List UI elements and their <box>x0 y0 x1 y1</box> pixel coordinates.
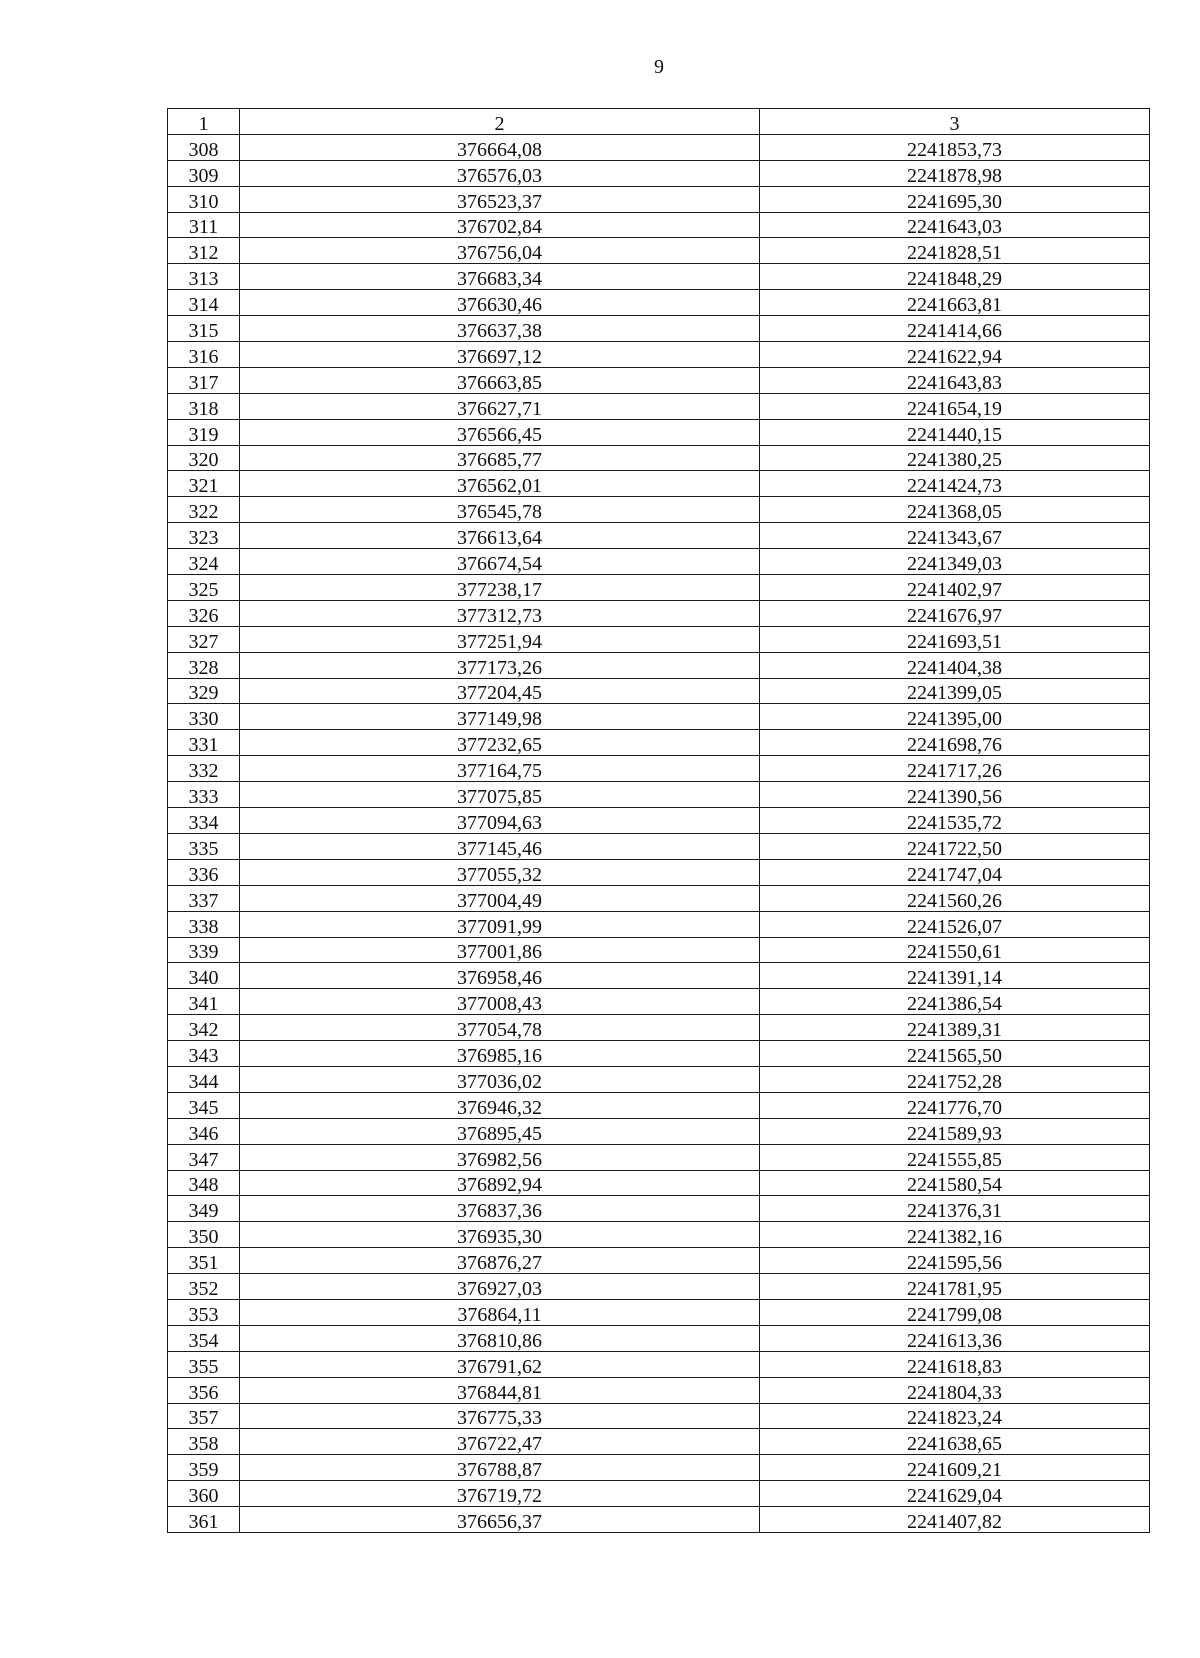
table-row <box>168 419 1150 445</box>
y-coordinate-cell: 2241663,81 <box>760 290 1150 316</box>
x-coordinate-cell: 376722,47 <box>240 1429 760 1455</box>
table-row <box>168 1144 1150 1170</box>
table-row <box>168 1274 1150 1300</box>
y-coordinate-cell: 2241555,85 <box>760 1144 1150 1170</box>
x-coordinate-cell: 377004,49 <box>240 885 760 911</box>
point-number-cell: 332 <box>168 756 240 782</box>
point-number-cell: 334 <box>168 808 240 834</box>
table-row <box>168 290 1150 316</box>
table-row <box>168 1299 1150 1325</box>
point-number-cell: 310 <box>168 186 240 212</box>
y-coordinate-cell: 2241878,98 <box>760 160 1150 186</box>
point-number-cell: 339 <box>168 937 240 963</box>
table-row <box>168 497 1150 523</box>
column-header-2: 2 <box>240 109 760 135</box>
y-coordinate-cell: 2241386,54 <box>760 989 1150 1015</box>
x-coordinate-cell: 376627,71 <box>240 393 760 419</box>
point-number-cell: 333 <box>168 782 240 808</box>
table-row <box>168 1222 1150 1248</box>
x-coordinate-cell: 376837,36 <box>240 1196 760 1222</box>
y-coordinate-cell: 2241526,07 <box>760 911 1150 937</box>
y-coordinate-cell: 2241404,38 <box>760 652 1150 678</box>
y-coordinate-cell: 2241589,93 <box>760 1118 1150 1144</box>
table-row <box>168 859 1150 885</box>
x-coordinate-cell: 376576,03 <box>240 160 760 186</box>
table-row <box>168 212 1150 238</box>
point-number-cell: 311 <box>168 212 240 238</box>
point-number-cell: 319 <box>168 419 240 445</box>
table-row <box>168 989 1150 1015</box>
y-coordinate-cell: 2241595,56 <box>760 1248 1150 1274</box>
y-coordinate-cell: 2241343,67 <box>760 523 1150 549</box>
point-number-cell: 341 <box>168 989 240 1015</box>
point-number-cell: 325 <box>168 575 240 601</box>
table-row <box>168 704 1150 730</box>
table-row <box>168 1041 1150 1067</box>
x-coordinate-cell: 376523,37 <box>240 186 760 212</box>
point-number-cell: 322 <box>168 497 240 523</box>
x-coordinate-cell: 376935,30 <box>240 1222 760 1248</box>
table-row <box>168 1015 1150 1041</box>
point-number-cell: 309 <box>168 160 240 186</box>
table-row <box>168 1429 1150 1455</box>
x-coordinate-cell: 377173,26 <box>240 652 760 678</box>
y-coordinate-cell: 2241349,03 <box>760 549 1150 575</box>
x-coordinate-cell: 376895,45 <box>240 1118 760 1144</box>
table-row <box>168 238 1150 264</box>
table-row <box>168 1481 1150 1507</box>
table-row <box>168 1325 1150 1351</box>
point-number-cell: 335 <box>168 833 240 859</box>
y-coordinate-cell: 2241622,94 <box>760 342 1150 368</box>
table-row <box>168 186 1150 212</box>
table-row <box>168 1403 1150 1429</box>
table-row <box>168 652 1150 678</box>
x-coordinate-cell: 376927,03 <box>240 1274 760 1300</box>
point-number-cell: 345 <box>168 1092 240 1118</box>
table-row <box>168 367 1150 393</box>
table-row <box>168 160 1150 186</box>
y-coordinate-cell: 2241853,73 <box>760 134 1150 160</box>
x-coordinate-cell: 376982,56 <box>240 1144 760 1170</box>
table-row <box>168 316 1150 342</box>
x-coordinate-cell: 376719,72 <box>240 1481 760 1507</box>
x-coordinate-cell: 376958,46 <box>240 963 760 989</box>
x-coordinate-cell: 376756,04 <box>240 238 760 264</box>
x-coordinate-cell: 377054,78 <box>240 1015 760 1041</box>
table-row <box>168 1351 1150 1377</box>
table-header-row <box>168 109 1150 135</box>
y-coordinate-cell: 2241535,72 <box>760 808 1150 834</box>
point-number-cell: 312 <box>168 238 240 264</box>
x-coordinate-cell: 376946,32 <box>240 1092 760 1118</box>
y-coordinate-cell: 2241550,61 <box>760 937 1150 963</box>
point-number-cell: 347 <box>168 1144 240 1170</box>
point-number-cell: 343 <box>168 1041 240 1067</box>
table-row <box>168 445 1150 471</box>
point-number-cell: 361 <box>168 1507 240 1533</box>
point-number-cell: 336 <box>168 859 240 885</box>
y-coordinate-cell: 2241560,26 <box>760 885 1150 911</box>
point-number-cell: 324 <box>168 549 240 575</box>
page-number: 9 <box>654 56 664 78</box>
table-row <box>168 342 1150 368</box>
y-coordinate-cell: 2241414,66 <box>760 316 1150 342</box>
y-coordinate-cell: 2241776,70 <box>760 1092 1150 1118</box>
point-number-cell: 360 <box>168 1481 240 1507</box>
point-number-cell: 323 <box>168 523 240 549</box>
table-row <box>168 1455 1150 1481</box>
x-coordinate-cell: 377145,46 <box>240 833 760 859</box>
y-coordinate-cell: 2241380,25 <box>760 445 1150 471</box>
table-row <box>168 782 1150 808</box>
table-row <box>168 1196 1150 1222</box>
point-number-cell: 308 <box>168 134 240 160</box>
y-coordinate-cell: 2241781,95 <box>760 1274 1150 1300</box>
x-coordinate-cell: 376788,87 <box>240 1455 760 1481</box>
x-coordinate-cell: 376702,84 <box>240 212 760 238</box>
table-row <box>168 575 1150 601</box>
point-number-cell: 344 <box>168 1066 240 1092</box>
table-row <box>168 471 1150 497</box>
x-coordinate-cell: 376791,62 <box>240 1351 760 1377</box>
x-coordinate-cell: 377232,65 <box>240 730 760 756</box>
y-coordinate-cell: 2241752,28 <box>760 1066 1150 1092</box>
point-number-cell: 340 <box>168 963 240 989</box>
table-row <box>168 549 1150 575</box>
y-coordinate-cell: 2241440,15 <box>760 419 1150 445</box>
point-number-cell: 328 <box>168 652 240 678</box>
table-row <box>168 1092 1150 1118</box>
x-coordinate-cell: 376664,08 <box>240 134 760 160</box>
y-coordinate-cell: 2241629,04 <box>760 1481 1150 1507</box>
point-number-cell: 356 <box>168 1377 240 1403</box>
y-coordinate-cell: 2241565,50 <box>760 1041 1150 1067</box>
x-coordinate-cell: 376637,38 <box>240 316 760 342</box>
point-number-cell: 317 <box>168 367 240 393</box>
x-coordinate-cell: 377312,73 <box>240 600 760 626</box>
point-number-cell: 321 <box>168 471 240 497</box>
point-number-cell: 320 <box>168 445 240 471</box>
y-coordinate-cell: 2241382,16 <box>760 1222 1150 1248</box>
x-coordinate-cell: 376844,81 <box>240 1377 760 1403</box>
y-coordinate-cell: 2241676,97 <box>760 600 1150 626</box>
point-number-cell: 314 <box>168 290 240 316</box>
table-row <box>168 730 1150 756</box>
y-coordinate-cell: 2241368,05 <box>760 497 1150 523</box>
table-row <box>168 1507 1150 1533</box>
point-number-cell: 342 <box>168 1015 240 1041</box>
x-coordinate-cell: 377149,98 <box>240 704 760 730</box>
table-row <box>168 808 1150 834</box>
point-number-cell: 352 <box>168 1274 240 1300</box>
x-coordinate-cell: 377091,99 <box>240 911 760 937</box>
x-coordinate-cell: 376775,33 <box>240 1403 760 1429</box>
point-number-cell: 327 <box>168 626 240 652</box>
point-number-cell: 318 <box>168 393 240 419</box>
x-coordinate-cell: 377164,75 <box>240 756 760 782</box>
table-row <box>168 1170 1150 1196</box>
table-row <box>168 1248 1150 1274</box>
x-coordinate-cell: 376685,77 <box>240 445 760 471</box>
y-coordinate-cell: 2241698,76 <box>760 730 1150 756</box>
y-coordinate-cell: 2241828,51 <box>760 238 1150 264</box>
point-number-cell: 353 <box>168 1299 240 1325</box>
x-coordinate-cell: 377251,94 <box>240 626 760 652</box>
y-coordinate-cell: 2241389,31 <box>760 1015 1150 1041</box>
point-number-cell: 358 <box>168 1429 240 1455</box>
y-coordinate-cell: 2241580,54 <box>760 1170 1150 1196</box>
x-coordinate-cell: 377001,86 <box>240 937 760 963</box>
y-coordinate-cell: 2241399,05 <box>760 678 1150 704</box>
y-coordinate-cell: 2241376,31 <box>760 1196 1150 1222</box>
y-coordinate-cell: 2241722,50 <box>760 833 1150 859</box>
point-number-cell: 330 <box>168 704 240 730</box>
point-number-cell: 351 <box>168 1248 240 1274</box>
table-row <box>168 911 1150 937</box>
table-row <box>168 756 1150 782</box>
point-number-cell: 331 <box>168 730 240 756</box>
x-coordinate-cell: 377036,02 <box>240 1066 760 1092</box>
x-coordinate-cell: 376663,85 <box>240 367 760 393</box>
table-row <box>168 523 1150 549</box>
table-row <box>168 1118 1150 1144</box>
table-row <box>168 134 1150 160</box>
x-coordinate-cell: 376562,01 <box>240 471 760 497</box>
y-coordinate-cell: 2241609,21 <box>760 1455 1150 1481</box>
x-coordinate-cell: 376985,16 <box>240 1041 760 1067</box>
y-coordinate-cell: 2241643,83 <box>760 367 1150 393</box>
point-number-cell: 359 <box>168 1455 240 1481</box>
point-number-cell: 337 <box>168 885 240 911</box>
column-header-1: 1 <box>168 109 240 135</box>
point-number-cell: 350 <box>168 1222 240 1248</box>
table-row <box>168 626 1150 652</box>
table-row <box>168 1377 1150 1403</box>
x-coordinate-cell: 376613,64 <box>240 523 760 549</box>
point-number-cell: 338 <box>168 911 240 937</box>
y-coordinate-cell: 2241848,29 <box>760 264 1150 290</box>
y-coordinate-cell: 2241424,73 <box>760 471 1150 497</box>
y-coordinate-cell: 2241402,97 <box>760 575 1150 601</box>
x-coordinate-cell: 376892,94 <box>240 1170 760 1196</box>
point-number-cell: 355 <box>168 1351 240 1377</box>
point-number-cell: 349 <box>168 1196 240 1222</box>
x-coordinate-cell: 377008,43 <box>240 989 760 1015</box>
point-number-cell: 316 <box>168 342 240 368</box>
y-coordinate-cell: 2241693,51 <box>760 626 1150 652</box>
y-coordinate-cell: 2241618,83 <box>760 1351 1150 1377</box>
point-number-cell: 357 <box>168 1403 240 1429</box>
point-number-cell: 348 <box>168 1170 240 1196</box>
y-coordinate-cell: 2241717,26 <box>760 756 1150 782</box>
y-coordinate-cell: 2241395,00 <box>760 704 1150 730</box>
x-coordinate-cell: 376630,46 <box>240 290 760 316</box>
x-coordinate-cell: 377075,85 <box>240 782 760 808</box>
y-coordinate-cell: 2241747,04 <box>760 859 1150 885</box>
y-coordinate-cell: 2241823,24 <box>760 1403 1150 1429</box>
y-coordinate-cell: 2241638,65 <box>760 1429 1150 1455</box>
x-coordinate-cell: 376683,34 <box>240 264 760 290</box>
point-number-cell: 354 <box>168 1325 240 1351</box>
coordinates-table <box>167 108 1150 1533</box>
y-coordinate-cell: 2241654,19 <box>760 393 1150 419</box>
table-row <box>168 600 1150 626</box>
y-coordinate-cell: 2241799,08 <box>760 1299 1150 1325</box>
x-coordinate-cell: 377238,17 <box>240 575 760 601</box>
x-coordinate-cell: 377055,32 <box>240 859 760 885</box>
y-coordinate-cell: 2241643,03 <box>760 212 1150 238</box>
point-number-cell: 346 <box>168 1118 240 1144</box>
table-row <box>168 833 1150 859</box>
point-number-cell: 313 <box>168 264 240 290</box>
x-coordinate-cell: 376566,45 <box>240 419 760 445</box>
x-coordinate-cell: 377204,45 <box>240 678 760 704</box>
x-coordinate-cell: 377094,63 <box>240 808 760 834</box>
table-row <box>168 963 1150 989</box>
y-coordinate-cell: 2241613,36 <box>760 1325 1150 1351</box>
y-coordinate-cell: 2241390,56 <box>760 782 1150 808</box>
point-number-cell: 326 <box>168 600 240 626</box>
point-number-cell: 315 <box>168 316 240 342</box>
x-coordinate-cell: 376697,12 <box>240 342 760 368</box>
x-coordinate-cell: 376864,11 <box>240 1299 760 1325</box>
table-row <box>168 1066 1150 1092</box>
x-coordinate-cell: 376674,54 <box>240 549 760 575</box>
y-coordinate-cell: 2241407,82 <box>760 1507 1150 1533</box>
point-number-cell: 329 <box>168 678 240 704</box>
x-coordinate-cell: 376545,78 <box>240 497 760 523</box>
x-coordinate-cell: 376810,86 <box>240 1325 760 1351</box>
y-coordinate-cell: 2241695,30 <box>760 186 1150 212</box>
table-row <box>168 937 1150 963</box>
table-row <box>168 393 1150 419</box>
column-header-3: 3 <box>760 109 1150 135</box>
table-row <box>168 264 1150 290</box>
table-row <box>168 885 1150 911</box>
y-coordinate-cell: 2241391,14 <box>760 963 1150 989</box>
x-coordinate-cell: 376876,27 <box>240 1248 760 1274</box>
table-body <box>168 134 1150 1532</box>
y-coordinate-cell: 2241804,33 <box>760 1377 1150 1403</box>
x-coordinate-cell: 376656,37 <box>240 1507 760 1533</box>
table-row <box>168 678 1150 704</box>
